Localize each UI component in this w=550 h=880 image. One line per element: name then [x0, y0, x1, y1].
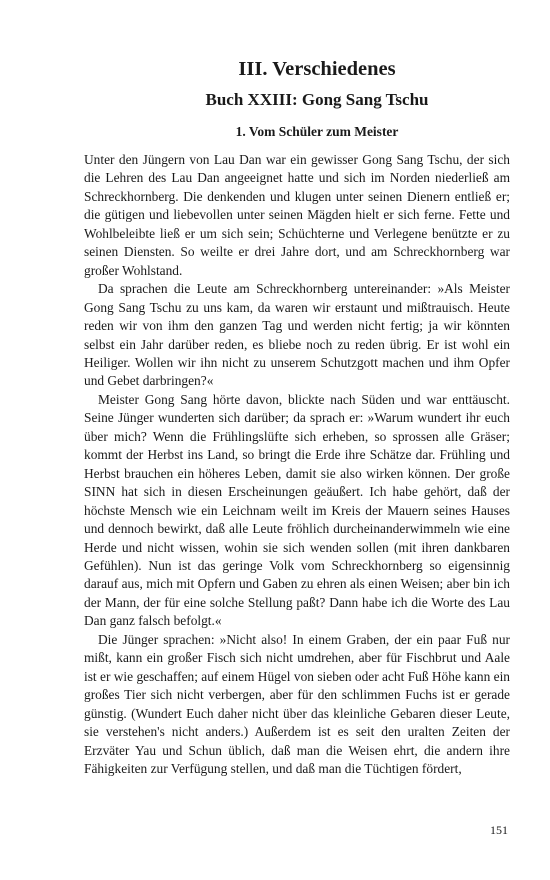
- page-number: 151: [490, 823, 508, 837]
- paragraph-3: Meister Gong Sang hörte davon, blickte nach Süden und war enttäuscht. Seine Jünger wunderten sich darüber; da sprach er: »Warum wundert ihr euch über mich? Wenn die Frühlingslüfte sich erheben, so sprossen alle Gräser; kommt der Herbst ins Land, so bringt die Erde ihre Schätze dar. Frühling und Herbst brauchen ein höheres Leben, damit sie also wirken können. Der große SINN hat sich in diesen Erscheinungen geäußert. Ich habe gehört, daß der höchste Mensch wie ein Leichnam weilt im Kreis der Mauern seines Hauses und dennoch bewirkt, daß alle Leute fröhlich durcheinanderwimmeln wie eine Herde und nicht wissen, wohin sie sich wenden sollen (mit ihren dankbaren Gefühlen). Nun ist das geringe Volk vom Schreckhornberg so eigensinnig darauf aus, mich mit Opfern und Gaben zu ehren als einen Weisen; aber bin ich der Mann, der für eine solche Stellung paßt? Dann habe ich die Worte des Lau Dan ganz falsch befolgt.«: [84, 391, 510, 629]
- paragraph-2: Da sprachen die Leute am Schreckhornberg untereinander: »Als Meister Gong Sang Tschu zu uns kam, da waren wir erstaunt und mißtrauisch. Heute reden wir von ihm den ganzen Tag und werden nicht fertig; ja wir könnten selbst ein Jahr darüber reden, es bliebe noch zu reden übrig. Er ist wohl ein Heiliger. Wollen wir ihn nicht zu unserem Schutzgott machen und ihm Opfer und Gebet darbringen?«: [84, 281, 510, 389]
- page-content: [84, 55, 510, 778]
- body-text: [84, 151, 510, 778]
- paragraph-4: Die Jünger sprachen: »Nicht also! In einem Graben, der ein paar Fuß nur mißt, kann ein großer Fisch sich nicht umdrehen, aber für Fischbrut und Aale ist er wie geschaffen; auf einem Hügel von sieben oder acht Fuß Höhe kann ein großes Tier sich nicht verbergen, aber für den schlimmen Fuchs ist er gerade günstig. (Wundert Euch daher nicht über das kleinliche Gebaren dieser Leute, sie verstehen's nicht anders.) Außerdem ist es seit den uralten Zeiten der Erzväter Yau und Schun üblich, daß man die Weisen ehrt, die andern ihre Fähigkeiten zur Verfügung stellen, und daß man die Tüchtigen fördert,: [84, 631, 510, 776]
- chapter-title: 1. Vom Schüler zum Meister: [235, 124, 399, 139]
- book-title: Buch XXIII: Gong Sang Tschu: [205, 90, 429, 109]
- part-title: III. Verschiedenes: [238, 58, 396, 80]
- paragraph-1: Unter den Jüngern von Lau Dan war ein gewisser Gong Sang Tschu, der sich die Lehren des Lau Dan angeeignet hatte und sich im Norden niederließ am Schreckhornberg. Die denkenden und klugen unter seinen Dienern entließ er; die gütigen und liebevollen unter seinen Mägden hielt er sich ferne. Fette und Wohlbeleibte ließ er um sich sein; Schüchterne und Verlegene benützte er zu seinen Diensten. So weilte er drei Jahre dort, und am Schreckhornberg war großer Wohlstand.: [84, 152, 510, 278]
